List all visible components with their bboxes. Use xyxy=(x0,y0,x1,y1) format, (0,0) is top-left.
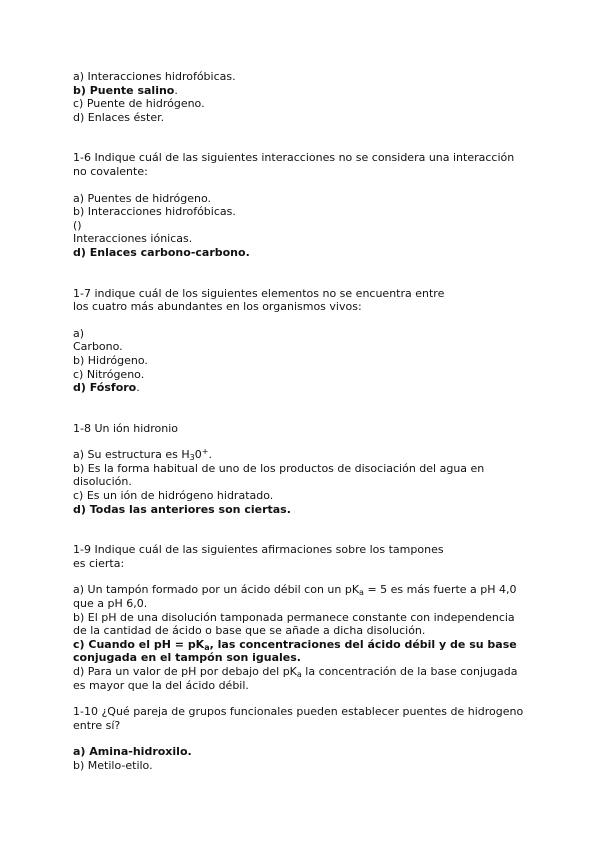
subscript: a xyxy=(204,642,210,652)
option-c: c) Puente de hidrógeno. xyxy=(73,97,205,111)
option-c-label: () xyxy=(73,218,82,232)
option-b-cont: de la cantidad de ácido o base que se añade a dicha disolución. xyxy=(73,624,426,638)
question-text: 1-8 Un ión hidronio xyxy=(73,421,179,435)
question-text: 1-10 ¿Qué pareja de grupos funcionales pueden establecer puentes de hidrogeno xyxy=(73,705,524,719)
option-d-answer: d) Todas las anteriores son ciertas. xyxy=(73,502,291,516)
option-a-answer: a) Amina-hidroxilo. xyxy=(73,745,192,759)
option-c: c) Es un ión de hidrógeno hidratado. xyxy=(73,489,274,503)
option-a-cont: que a pH 6,0. xyxy=(73,597,148,611)
option-a: a) Puentes de hidrógeno. xyxy=(73,191,212,205)
subscript: a xyxy=(296,670,302,679)
question-text-cont: no covalente: xyxy=(73,164,148,178)
option-a-mid: 0 xyxy=(194,448,202,462)
option-d-cont: es mayor que la del ácido débil. xyxy=(73,678,249,692)
option-a-text-end: = 5 es más fuerte a pH 4,0 xyxy=(363,583,517,597)
option-c-text-end: , las concentraciones del ácido débil y de su base xyxy=(209,637,517,651)
question-text: 1-6 Indique cuál de las siguientes interacciones no se considera una interacción xyxy=(73,151,515,165)
option-b: b) Metilo-etilo. xyxy=(73,758,153,772)
question-1-10 xyxy=(73,705,543,772)
superscript: + xyxy=(201,447,209,457)
document-page xyxy=(73,70,543,773)
question-block-previous xyxy=(73,70,543,124)
option-b-answer: b) Puente salino xyxy=(73,83,175,97)
question-text: 1-9 Indique cuál de las siguientes afirmaciones sobre los tampones xyxy=(73,543,444,557)
option-a xyxy=(73,583,543,597)
option-b: b) Hidrógeno. xyxy=(73,353,148,367)
question-1-8 xyxy=(73,422,543,517)
option-c-answer xyxy=(73,638,543,652)
option-d-text-end: la concentración de la base conjugada xyxy=(301,665,518,678)
subscript: 3 xyxy=(189,453,195,463)
option-b xyxy=(73,84,543,98)
option-b: b) Es la forma habitual de uno de los productos de disociación del agua en xyxy=(73,461,485,475)
option-a-text: a) Un tampón formado por un ácido débil con un pK xyxy=(73,583,360,597)
option-d-suffix: . xyxy=(136,381,140,395)
question-text-cont: los cuatro más abundantes en los organismos vivos: xyxy=(73,300,362,314)
option-a: a) Interacciones hidrofóbicas. xyxy=(73,70,236,83)
question-text-cont: entre sí? xyxy=(73,718,121,732)
option-c: c) Nitrógeno. xyxy=(73,367,145,381)
option-a-label: a) xyxy=(73,326,85,340)
question-text-cont: es cierta: xyxy=(73,556,125,570)
option-d-text: d) Para un valor de pH por debajo del pK xyxy=(73,665,297,678)
option-d xyxy=(73,381,543,395)
option-b-cont: disolución. xyxy=(73,475,132,489)
option-a-text: a) Su estructura es H xyxy=(73,448,190,462)
option-a-end: . xyxy=(208,448,212,462)
option-d-answer: d) Enlaces carbono-carbono. xyxy=(73,245,250,259)
option-b: b) El pH de una disolución tamponada permanece constante con independencia xyxy=(73,610,515,624)
question-1-6 xyxy=(73,151,543,259)
question-text: 1-7 indique cuál de los siguientes elementos no se encuentra entre xyxy=(73,286,445,300)
option-b-suffix: . xyxy=(174,83,178,97)
option-a xyxy=(73,448,543,462)
option-d: d) Enlaces éster. xyxy=(73,110,165,124)
option-c-answer-cont: conjugada en el tampón son iguales. xyxy=(73,651,301,665)
subscript: a xyxy=(359,588,364,598)
question-1-7 xyxy=(73,287,543,395)
option-a: Carbono. xyxy=(73,340,123,354)
option-c-text: c) Cuando el pH = pK xyxy=(73,637,205,651)
option-d-answer: d) Fósforo xyxy=(73,381,137,395)
question-1-9 xyxy=(73,543,543,692)
option-b: b) Interacciones hidrofóbicas. xyxy=(73,205,236,219)
option-c: Interacciones iónicas. xyxy=(73,232,193,246)
option-d xyxy=(73,665,543,679)
